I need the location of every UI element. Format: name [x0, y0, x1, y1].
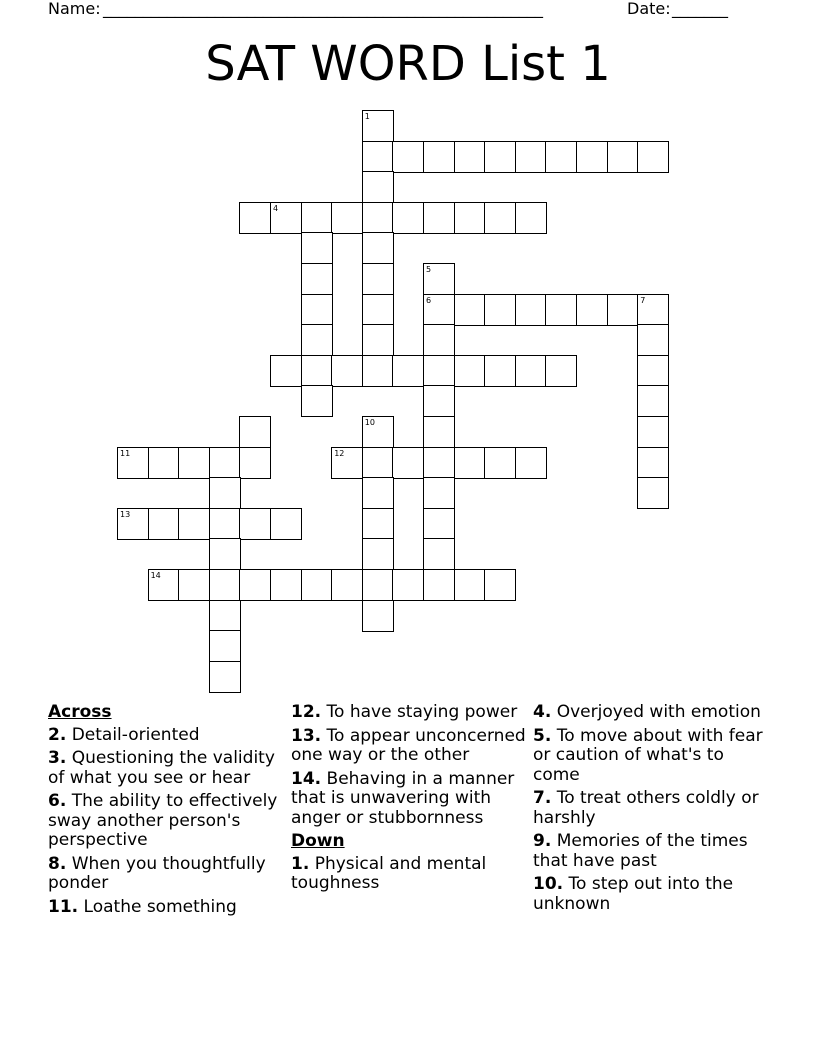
grid-cell[interactable] — [392, 569, 424, 601]
grid-cell[interactable] — [392, 202, 424, 234]
clue-text: To have staying power — [326, 702, 518, 722]
down-heading: Down — [291, 831, 345, 851]
grid-cell[interactable] — [178, 569, 210, 601]
grid-cell[interactable] — [423, 385, 455, 417]
grid-cell[interactable] — [607, 141, 639, 173]
grid-cell[interactable] — [148, 569, 180, 601]
cell-number: 7 — [640, 295, 646, 305]
grid-cell[interactable] — [362, 477, 394, 509]
grid-cell[interactable] — [209, 630, 241, 662]
grid-cell[interactable] — [331, 202, 363, 234]
grid-cell[interactable] — [362, 324, 394, 356]
grid-cell[interactable] — [362, 294, 394, 326]
clue-number: 4. — [533, 702, 552, 722]
clue-text: To treat others coldly or harshly — [533, 788, 759, 828]
cell-number: 12 — [334, 448, 345, 458]
page-title: SAT WORD List 1 — [205, 36, 611, 92]
grid-cell[interactable] — [331, 569, 363, 601]
grid-cell[interactable] — [423, 569, 455, 601]
clue-number: 8. — [48, 853, 67, 874]
clue-text: The ability to effectively sway another person's perspective — [48, 791, 278, 850]
grid-cell[interactable] — [148, 447, 180, 479]
clue-down-1 — [291, 855, 527, 894]
grid-cell[interactable] — [362, 600, 394, 632]
grid-cell[interactable] — [454, 141, 486, 173]
grid-cell[interactable] — [576, 141, 608, 173]
grid-cell[interactable] — [209, 447, 241, 479]
grid-cell[interactable] — [301, 294, 333, 326]
grid-cell[interactable] — [637, 355, 669, 387]
grid-cell[interactable] — [209, 661, 241, 693]
grid-cell[interactable] — [362, 263, 394, 295]
grid-cell[interactable] — [454, 202, 486, 234]
grid-cell[interactable] — [270, 569, 302, 601]
clue-text: To appear unconcerned one way or the other — [291, 725, 526, 765]
clue-across-11 — [48, 898, 284, 918]
cell-number: 1 — [364, 112, 370, 121]
clue-across-6 — [48, 792, 284, 851]
grid-cell[interactable] — [637, 477, 669, 509]
across-heading: Across — [48, 702, 112, 722]
clue-number: 13. — [291, 725, 322, 746]
grid-cell[interactable] — [362, 569, 394, 601]
grid-cell[interactable] — [301, 324, 333, 356]
grid-cell[interactable] — [423, 324, 455, 356]
name-field[interactable]: _______________________________________________________ — [103, 0, 543, 18]
grid-cell[interactable] — [362, 171, 394, 203]
clue-number: 9. — [533, 831, 552, 851]
grid-cell[interactable] — [178, 508, 210, 540]
clue-down-5 — [533, 727, 769, 786]
clue-column-1 — [48, 703, 284, 921]
cell-number: 4 — [273, 203, 279, 213]
grid-cell[interactable] — [301, 202, 333, 234]
cell-number: 5 — [426, 265, 432, 274]
grid-cell[interactable] — [423, 202, 455, 234]
clue-column-3 — [533, 703, 769, 918]
grid-cell[interactable] — [239, 202, 271, 234]
clue-number: 10. — [533, 874, 564, 894]
cell-number: 10 — [364, 418, 375, 427]
grid-cell[interactable] — [148, 508, 180, 540]
cell-number: 11 — [120, 448, 131, 458]
grid-cell[interactable] — [239, 569, 271, 601]
grid-cell[interactable] — [637, 385, 669, 417]
grid-cell[interactable] — [392, 355, 424, 387]
grid-cell[interactable] — [331, 447, 363, 479]
grid-cell[interactable] — [545, 355, 577, 387]
grid-cell[interactable] — [607, 294, 639, 326]
grid-cell[interactable] — [209, 600, 241, 632]
cell-number: 6 — [426, 295, 432, 305]
grid-cell[interactable] — [362, 110, 394, 142]
grid-cell[interactable] — [301, 385, 333, 417]
clue-across-14 — [291, 770, 527, 829]
clue-text: Detail-oriented — [71, 724, 200, 745]
name-label: Name: — [48, 0, 101, 18]
grid-cell[interactable] — [484, 141, 516, 173]
grid-cell[interactable] — [270, 202, 302, 234]
grid-cell[interactable] — [362, 447, 394, 479]
grid-cell[interactable] — [637, 447, 669, 479]
grid-cell[interactable] — [362, 202, 394, 234]
date-label: Date: — [627, 0, 671, 18]
clue-number: 5. — [533, 725, 552, 746]
grid-cell[interactable] — [515, 202, 547, 234]
grid-cell[interactable] — [331, 355, 363, 387]
clue-across-2 — [48, 726, 284, 746]
clue-down-9 — [533, 832, 769, 871]
grid-cell[interactable] — [423, 294, 455, 326]
clue-text: When you thoughtfully ponder — [48, 853, 266, 893]
grid-cell[interactable] — [423, 355, 455, 387]
grid-cell[interactable] — [209, 538, 241, 570]
grid-cell[interactable] — [362, 538, 394, 570]
grid-cell[interactable] — [362, 141, 394, 173]
clue-across-3 — [48, 749, 284, 788]
clue-across-13 — [291, 727, 527, 766]
grid-cell[interactable] — [209, 477, 241, 509]
grid-cell[interactable] — [270, 355, 302, 387]
grid-cell[interactable] — [301, 232, 333, 264]
cell-number: 13 — [120, 509, 131, 519]
grid-cell[interactable] — [484, 569, 516, 601]
grid-cell[interactable] — [423, 416, 455, 448]
grid-cell[interactable] — [484, 355, 516, 387]
grid-cell[interactable] — [301, 569, 333, 601]
clue-text: Memories of the times that have past — [533, 831, 748, 871]
grid-cell[interactable] — [454, 447, 486, 479]
grid-cell[interactable] — [362, 416, 394, 448]
grid-cell[interactable] — [362, 232, 394, 264]
clue-column-2 — [291, 703, 527, 898]
grid-cell[interactable] — [454, 569, 486, 601]
date-field[interactable]: _______ — [672, 0, 728, 18]
grid-cell[interactable] — [454, 294, 486, 326]
grid-cell[interactable] — [423, 477, 455, 509]
grid-cell[interactable] — [239, 508, 271, 540]
grid-cell[interactable] — [239, 447, 271, 479]
grid-cell[interactable] — [637, 141, 669, 173]
clue-number: 2. — [48, 724, 67, 745]
clue-across-8 — [48, 855, 284, 894]
grid-cell[interactable] — [484, 294, 516, 326]
clue-across-12 — [291, 703, 527, 723]
grid-cell[interactable] — [423, 447, 455, 479]
grid-cell[interactable] — [392, 141, 424, 173]
clue-text: Overjoyed with emotion — [556, 702, 761, 722]
clue-number: 6. — [48, 791, 67, 811]
clue-number: 14. — [291, 768, 322, 789]
grid-cell[interactable] — [576, 294, 608, 326]
grid-cell[interactable] — [423, 263, 455, 295]
cell-number: 14 — [150, 571, 161, 580]
clue-down-10 — [533, 875, 769, 914]
grid-cell[interactable] — [117, 508, 149, 540]
grid-cell[interactable] — [301, 263, 333, 295]
clue-number: 11. — [48, 896, 79, 917]
clue-number: 7. — [533, 788, 552, 808]
grid-cell[interactable] — [362, 508, 394, 540]
clue-down-7 — [533, 789, 769, 828]
grid-cell[interactable] — [515, 447, 547, 479]
clue-text: Physical and mental toughness — [291, 853, 487, 893]
clue-text: Questioning the validity of what you see or hear — [48, 748, 275, 788]
clue-number: 12. — [291, 702, 322, 722]
grid-cell[interactable] — [484, 202, 516, 234]
clue-text: Behaving in a manner that is unwavering with anger or stubbornness — [291, 768, 515, 828]
clue-number: 1. — [291, 853, 310, 874]
grid-cell[interactable] — [637, 416, 669, 448]
grid-cell[interactable] — [209, 508, 241, 540]
grid-cell[interactable] — [239, 416, 271, 448]
grid-cell[interactable] — [637, 324, 669, 356]
clue-text: Loathe something — [83, 896, 237, 917]
grid-cell[interactable] — [515, 141, 547, 173]
grid-cell[interactable] — [515, 294, 547, 326]
grid-cell[interactable] — [423, 508, 455, 540]
clue-number: 3. — [48, 748, 67, 768]
grid-cell[interactable] — [637, 294, 669, 326]
grid-cell[interactable] — [545, 294, 577, 326]
grid-cell[interactable] — [423, 538, 455, 570]
grid-cell[interactable] — [117, 447, 149, 479]
grid-cell[interactable] — [178, 447, 210, 479]
grid-cell[interactable] — [362, 355, 394, 387]
grid-cell[interactable] — [301, 355, 333, 387]
grid-cell[interactable] — [270, 508, 302, 540]
grid-cell[interactable] — [454, 355, 486, 387]
grid-cell[interactable] — [545, 141, 577, 173]
clue-down-4 — [533, 703, 769, 723]
grid-cell[interactable] — [209, 569, 241, 601]
clue-text: To step out into the unknown — [533, 874, 734, 914]
grid-cell[interactable] — [423, 141, 455, 173]
grid-cell[interactable] — [392, 447, 424, 479]
grid-cell[interactable] — [515, 355, 547, 387]
grid-cell[interactable] — [484, 447, 516, 479]
clue-text: To move about with fear or caution of what's to come — [533, 725, 763, 785]
